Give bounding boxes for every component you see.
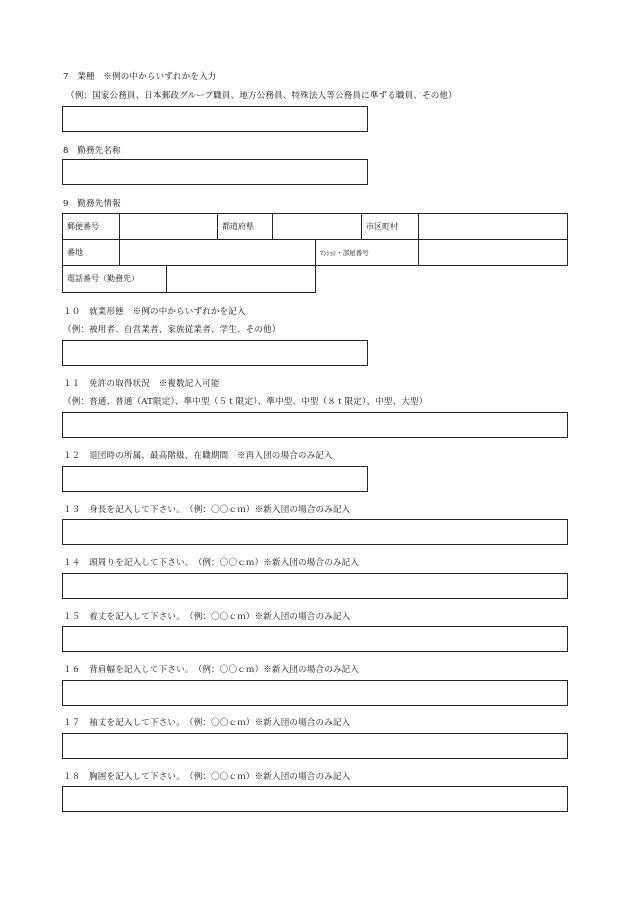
section-11-title: １１ 免許の取得状況 ※複数記入可能 [63, 379, 220, 389]
license-input[interactable] [62, 412, 568, 438]
workplace-name-input[interactable] [62, 159, 368, 185]
address-input[interactable] [119, 239, 316, 266]
building-input[interactable] [418, 239, 568, 266]
prefecture-input[interactable] [272, 213, 362, 240]
phone-input[interactable] [166, 265, 316, 293]
chest-input[interactable] [62, 786, 568, 812]
section-14-title: １４ 頭周りを記入して下さい。 （例：〇〇ｃｍ）※新入団の場合のみ記入 [63, 558, 360, 568]
city-input[interactable] [418, 213, 568, 240]
section-7-title: 7 業種 ※例の中からいずれかを入力 [63, 72, 217, 82]
section-7-example: （例：国家公務員、日本郵政グループ職員、地方公務員、特殊法人等公務員に準ずる職員、その他） [66, 91, 457, 101]
section-15-title: １５ 着丈を記入して下さい。 （例：〇〇ｃｍ）※新入団の場合のみ記入 [63, 612, 351, 622]
previous-service-input[interactable] [62, 466, 368, 492]
employment-type-input[interactable] [62, 340, 368, 366]
height-input[interactable] [62, 519, 568, 545]
garment-length-input[interactable] [62, 626, 568, 652]
postal-code-label: 郵便番号 [62, 213, 120, 240]
prefecture-label: 都道府県 [217, 213, 273, 240]
section-18-title: １８ 胸囲を記入して下さい。 （例：〇〇ｃｍ）※新入団の場合のみ記入 [63, 772, 351, 782]
shoulder-width-input[interactable] [62, 680, 568, 706]
section-16-title: １６ 背肩幅を記入して下さい。 （例：〇〇ｃｍ）※新入団の場合のみ記入 [63, 665, 360, 675]
section-13-title: １３ 身長を記入して下さい。 （例：〇〇ｃｍ）※新入団の場合のみ記入 [63, 505, 351, 515]
city-label: 市区町村 [361, 213, 419, 240]
section-8-title: 8 勤務先名称 [63, 146, 121, 156]
address-label: 番地 [62, 239, 120, 266]
section-10-title: １０ 就業形態 ※例の中からいずれかを記入 [63, 307, 246, 317]
section-12-title: １２ 退団時の所属、最高階級、在職期間 ※再入団の場合のみ記入 [63, 451, 333, 461]
head-size-input[interactable] [62, 573, 568, 599]
section-11-example: （例：普通、普通（AT限定）、準中型（５ｔ限定）、準中型、中型（８ｔ限定）、中型、大型） [63, 397, 428, 407]
phone-label: 電話番号（勤務先） [62, 265, 167, 293]
industry-input[interactable] [62, 106, 368, 132]
building-label: ﾏﾝｼｮﾝ・部屋番号 [315, 239, 419, 266]
section-9-title: 9 勤務先情報 [63, 199, 121, 209]
postal-code-input[interactable] [119, 213, 218, 240]
sleeve-length-input[interactable] [62, 733, 568, 759]
section-10-example: （例：被用者、自営業者、家族従業者、学生、その他） [63, 325, 281, 335]
section-17-title: １７ 袖丈を記入して下さい。 （例：〇〇ｃｍ）※新入団の場合のみ記入 [63, 718, 351, 728]
